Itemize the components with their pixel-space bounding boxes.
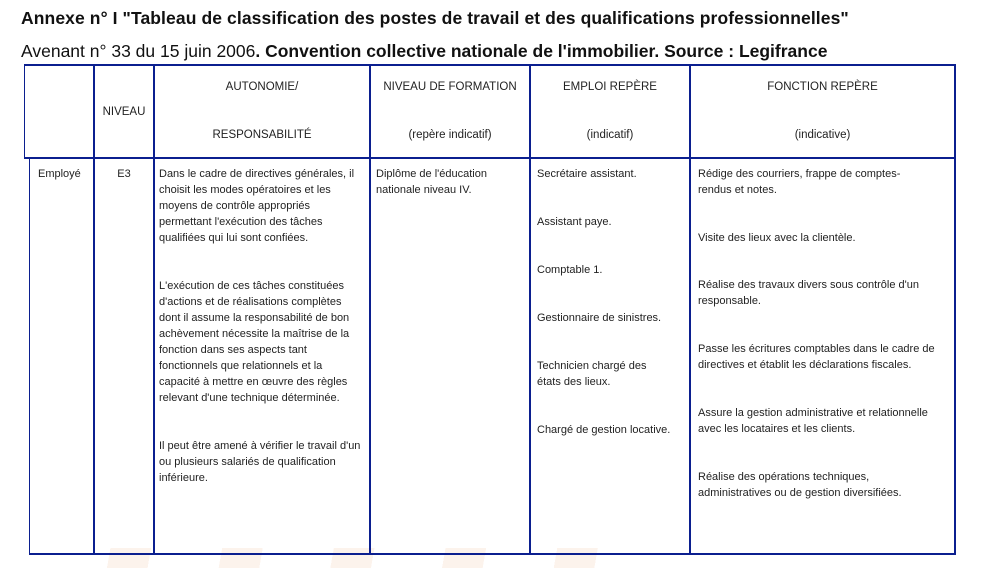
cell-formation: Diplôme de l'éducation nationale niveau IV. bbox=[376, 168, 487, 196]
emploi-item: Secrétaire assistant. bbox=[537, 168, 637, 180]
emploi-item: Gestionnaire de sinistres. bbox=[537, 312, 662, 324]
autonomie-paragraph: Il peut être amené à vérifier le travail d'un ou plusieurs salariés de qualification inférieure. bbox=[159, 440, 361, 484]
cell-level: E3 bbox=[117, 168, 131, 180]
cell-category: Employé bbox=[38, 168, 81, 180]
autonomie-paragraph: Dans le cadre de directives générales, il choisit les modes opératoires et les moyens de contrôle appropriés permettant l'exécution des tâches qualifiées qui lui sont confiées. bbox=[159, 168, 355, 244]
emploi-item: Chargé de gestion locative. bbox=[537, 424, 671, 436]
fonction-item: Assure la gestion administrative et relationnelle avec les locataires et les clients. bbox=[698, 407, 928, 435]
subtitle-bold: . Convention collective nationale de l'immobilier. Source : Legifrance bbox=[255, 41, 828, 61]
fonction-item: Visite des lieux avec la clientèle. bbox=[698, 232, 856, 244]
header-fonction-bottom: (indicative) bbox=[794, 129, 851, 141]
table-bottom-border bbox=[29, 553, 956, 555]
header-formation-top: NIVEAU DE FORMATION bbox=[383, 81, 517, 93]
header-separator bbox=[24, 157, 956, 159]
document-title: Annexe n° I "Tableau de classification des postes de travail et des qualifications professionnelles" bbox=[21, 8, 849, 28]
fonction-item: Réalise des travaux divers sous contrôle d'un responsable. bbox=[698, 279, 919, 307]
watermark bbox=[80, 548, 640, 568]
header-formation-bottom: (repère indicatif) bbox=[408, 129, 492, 141]
header-emploi-top: EMPLOI REPÈRE bbox=[563, 81, 657, 93]
header-autonomie-bottom: RESPONSABILITÉ bbox=[212, 129, 312, 141]
col-line-0-body bbox=[29, 158, 30, 554]
autonomie-paragraph: L'exécution de ces tâches constituées d'actions et de réalisations complètes dont il assume la responsabilité de bon achèvement nécessite la maîtrise de la fonction dans ses aspects tant fonctionnels que relationnels et la capacité à mettre en œuvre des règles relevant d'une technique déterminée. bbox=[159, 280, 350, 404]
emploi-item: Technicien chargé des états des lieux. bbox=[537, 360, 647, 388]
header-autonomie-top: AUTONOMIE/ bbox=[225, 81, 299, 93]
header-fonction-top: FONCTION REPÈRE bbox=[767, 81, 878, 93]
header-emploi-bottom: (indicatif) bbox=[586, 129, 634, 141]
subtitle-plain: Avenant n° 33 du 15 juin 2006 bbox=[21, 41, 256, 61]
header-niveau: NIVEAU bbox=[102, 106, 146, 118]
emploi-item: Comptable 1. bbox=[537, 264, 603, 276]
col-line-0-header bbox=[24, 64, 25, 158]
fonction-item: Rédige des courriers, frappe de comptes-rendus et notes. bbox=[698, 168, 901, 196]
col-line-1 bbox=[93, 64, 95, 554]
table-top-border bbox=[24, 64, 956, 66]
fonction-item: Réalise des opérations techniques, administratives ou de gestion diversifiées. bbox=[698, 471, 902, 499]
document-subtitle bbox=[21, 41, 827, 62]
fonction-item: Passe les écritures comptables dans le cadre de directives et établit les déclarations fiscales. bbox=[698, 343, 935, 371]
cell-emplois bbox=[537, 166, 687, 438]
cell-fonctions bbox=[698, 166, 950, 501]
emploi-item: Assistant paye. bbox=[537, 216, 612, 228]
cell-autonomie bbox=[159, 166, 365, 486]
col-line-6 bbox=[954, 64, 956, 554]
